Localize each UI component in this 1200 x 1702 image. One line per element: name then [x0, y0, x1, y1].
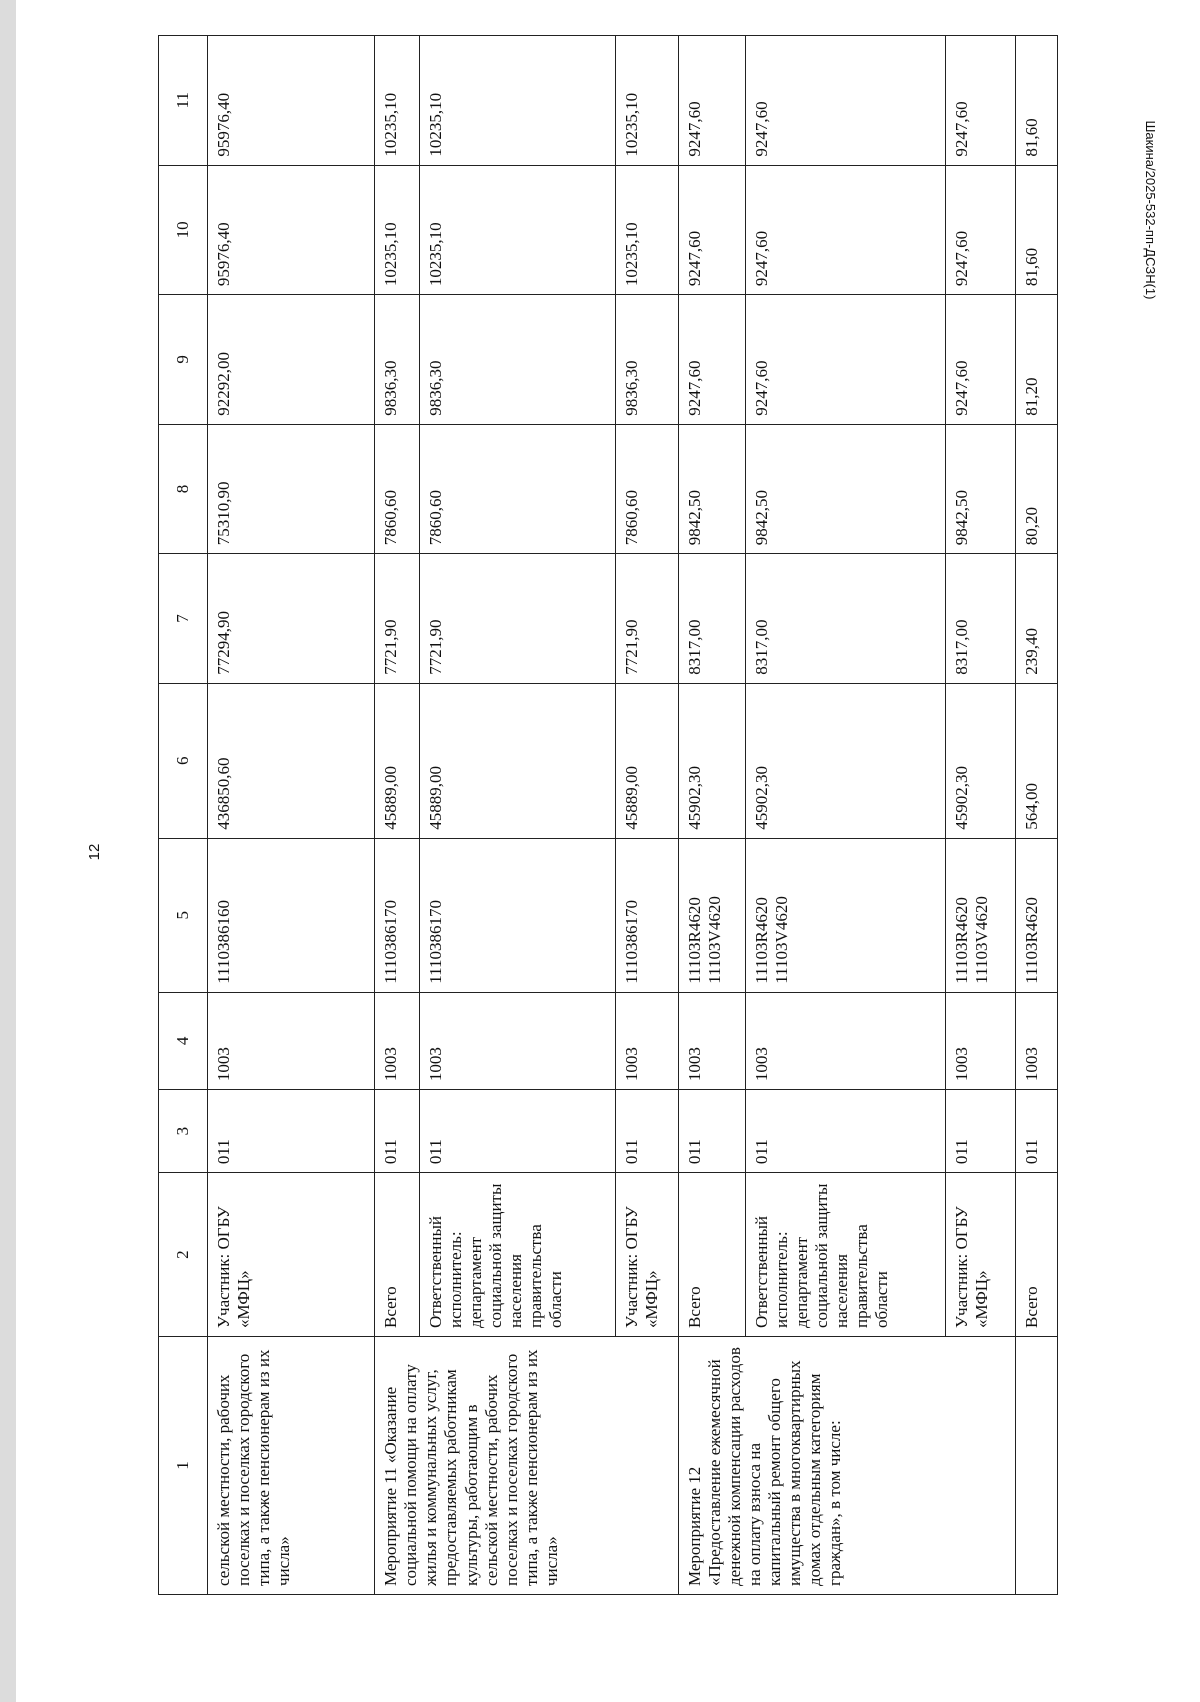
amount-total: 45902,30	[946, 683, 1015, 838]
executor-cell: Участник: ОГБУ «МФЦ»	[208, 1173, 375, 1337]
ministry-code: 011	[1015, 1090, 1057, 1173]
amount-total: 45889,00	[616, 683, 678, 838]
page-number: 12	[86, 843, 103, 861]
amount-year: 9247,60	[946, 295, 1015, 425]
amount-year: 9247,60	[745, 36, 946, 166]
ministry-code: 011	[208, 1090, 375, 1173]
amount-total: 436850,60	[208, 683, 375, 838]
header-cell: 4	[159, 992, 208, 1089]
amount-year: 9247,60	[678, 165, 745, 295]
section-code: 1003	[946, 992, 1015, 1089]
amount-total: 45889,00	[419, 683, 615, 838]
amount-year: 9247,60	[946, 165, 1015, 295]
amount-total: 45889,00	[375, 683, 420, 838]
amount-year: 9836,30	[616, 295, 678, 425]
ministry-code: 011	[745, 1090, 946, 1173]
ministry-code: 011	[419, 1090, 615, 1173]
target-article-code: 11103V4620	[704, 896, 724, 984]
amount-year: 9247,60	[946, 36, 1015, 166]
measure-description	[1015, 1337, 1057, 1595]
header-cell: 6	[159, 683, 208, 838]
executor-cell: Участник: ОГБУ «МФЦ»	[616, 1173, 678, 1337]
section-code: 1003	[678, 992, 745, 1089]
section-code: 1003	[375, 992, 420, 1089]
ministry-code: 011	[678, 1090, 745, 1173]
measure-description: Мероприятие 12 «Предоставление ежемесячной денежной компенсации расходов на оплату взноса на капитальный ремонт общего имущества в многоквартирных домах отдельным категориям граждан», в том числе:	[678, 1337, 1015, 1595]
target-article	[678, 838, 745, 992]
section-code: 1003	[419, 992, 615, 1089]
section-code: 1003	[616, 992, 678, 1089]
amount-total: 45902,30	[745, 683, 946, 838]
table-row	[1015, 36, 1057, 1595]
amount-year: 8317,00	[678, 554, 745, 684]
budget-table	[158, 35, 1058, 1595]
amount-year: 10235,10	[616, 165, 678, 295]
scan-edge	[0, 0, 16, 1702]
ministry-code: 011	[946, 1090, 1015, 1173]
section-code: 1003	[745, 992, 946, 1089]
amount-total: 564,00	[1015, 683, 1057, 838]
target-article-code: 11103R4620	[1021, 897, 1041, 984]
amount-year: 9842,50	[678, 424, 745, 554]
section-code: 1003	[208, 992, 375, 1089]
target-article-code: 11103R4620	[952, 897, 972, 984]
amount-year: 7860,60	[419, 424, 615, 554]
amount-year: 9836,30	[419, 295, 615, 425]
amount-year: 9247,60	[745, 295, 946, 425]
amount-year: 77294,90	[208, 554, 375, 684]
amount-year: 10235,10	[419, 165, 615, 295]
amount-year: 81,60	[1015, 165, 1057, 295]
amount-year: 75310,90	[208, 424, 375, 554]
document-code: Шакина/2025-532-пп-ДСЗН(1)	[1143, 120, 1158, 300]
amount-year: 7721,90	[419, 554, 615, 684]
amount-year: 9247,60	[678, 295, 745, 425]
amount-year: 9247,60	[678, 36, 745, 166]
amount-year: 7860,60	[616, 424, 678, 554]
executor-cell: Всего	[375, 1173, 420, 1337]
header-row	[159, 36, 208, 1595]
target-article-code: 1110386170	[425, 899, 445, 984]
header-cell: 1	[159, 1337, 208, 1595]
amount-year: 10235,10	[375, 36, 420, 166]
header-cell: 10	[159, 165, 208, 295]
amount-year: 10235,10	[375, 165, 420, 295]
header-cell: 3	[159, 1090, 208, 1173]
executor-cell: Ответственный исполнитель: департамент социальной защиты населения правительства области	[419, 1173, 615, 1337]
amount-year: 9247,60	[745, 165, 946, 295]
executor-cell: Участник: ОГБУ «МФЦ»	[946, 1173, 1015, 1337]
measure-description: сельской местности, рабочих поселках и поселках городского типа, а также пенсионерам из их числа»	[208, 1337, 375, 1595]
amount-year: 7860,60	[375, 424, 420, 554]
amount-year: 92292,00	[208, 295, 375, 425]
amount-year: 10235,10	[616, 36, 678, 166]
amount-year: 9836,30	[375, 295, 420, 425]
target-article	[375, 838, 420, 992]
target-article	[946, 838, 1015, 992]
amount-year: 95976,40	[208, 36, 375, 166]
target-article-code: 11103V4620	[771, 896, 791, 984]
header-cell: 2	[159, 1173, 208, 1337]
target-article-code: 11103R4620	[751, 897, 771, 984]
target-article-code: 11103V4620	[972, 896, 992, 984]
table-row	[375, 36, 420, 1595]
ministry-code: 011	[375, 1090, 420, 1173]
header-cell: 9	[159, 295, 208, 425]
target-article-code: 1110386160	[214, 899, 233, 984]
header-cell: 5	[159, 838, 208, 992]
target-article	[1015, 838, 1057, 992]
target-article	[745, 838, 946, 992]
amount-year: 9842,50	[745, 424, 946, 554]
executor-cell: Ответственный исполнитель: департамент социальной защиты населения правительства области	[745, 1173, 946, 1337]
amount-year: 9842,50	[946, 424, 1015, 554]
table-row	[208, 36, 375, 1595]
header-cell: 11	[159, 36, 208, 166]
header-cell: 7	[159, 554, 208, 684]
section-code: 1003	[1015, 992, 1057, 1089]
target-article	[208, 838, 375, 992]
amount-year: 7721,90	[616, 554, 678, 684]
ministry-code: 011	[616, 1090, 678, 1173]
amount-year: 8317,00	[946, 554, 1015, 684]
amount-year: 8317,00	[745, 554, 946, 684]
executor-cell: Всего	[1015, 1173, 1057, 1337]
target-article-code: 1110386170	[622, 899, 642, 984]
amount-year: 7721,90	[375, 554, 420, 684]
target-article-code: 11103R4620	[684, 897, 704, 984]
header-cell: 8	[159, 424, 208, 554]
target-article-code: 1110386170	[381, 899, 401, 984]
executor-cell: Всего	[678, 1173, 745, 1337]
measure-description: Мероприятие 11 «Оказание социальной помощи на оплату жилья и коммунальных услуг, предоставляемых работникам культуры, работающим в сельской местности, рабочих поселках и поселках городского типа, а также пенсионерам из их числа»	[375, 1337, 678, 1595]
target-article	[616, 838, 678, 992]
amount-year: 10235,10	[419, 36, 615, 166]
amount-total: 45902,30	[678, 683, 745, 838]
amount-year: 239,40	[1015, 554, 1057, 684]
amount-year: 81,20	[1015, 295, 1057, 425]
target-article	[419, 838, 615, 992]
amount-year: 80,20	[1015, 424, 1057, 554]
amount-year: 95976,40	[208, 165, 375, 295]
budget-table-container	[158, 35, 1058, 1595]
amount-year: 81,60	[1015, 36, 1057, 166]
table-row	[678, 36, 745, 1595]
